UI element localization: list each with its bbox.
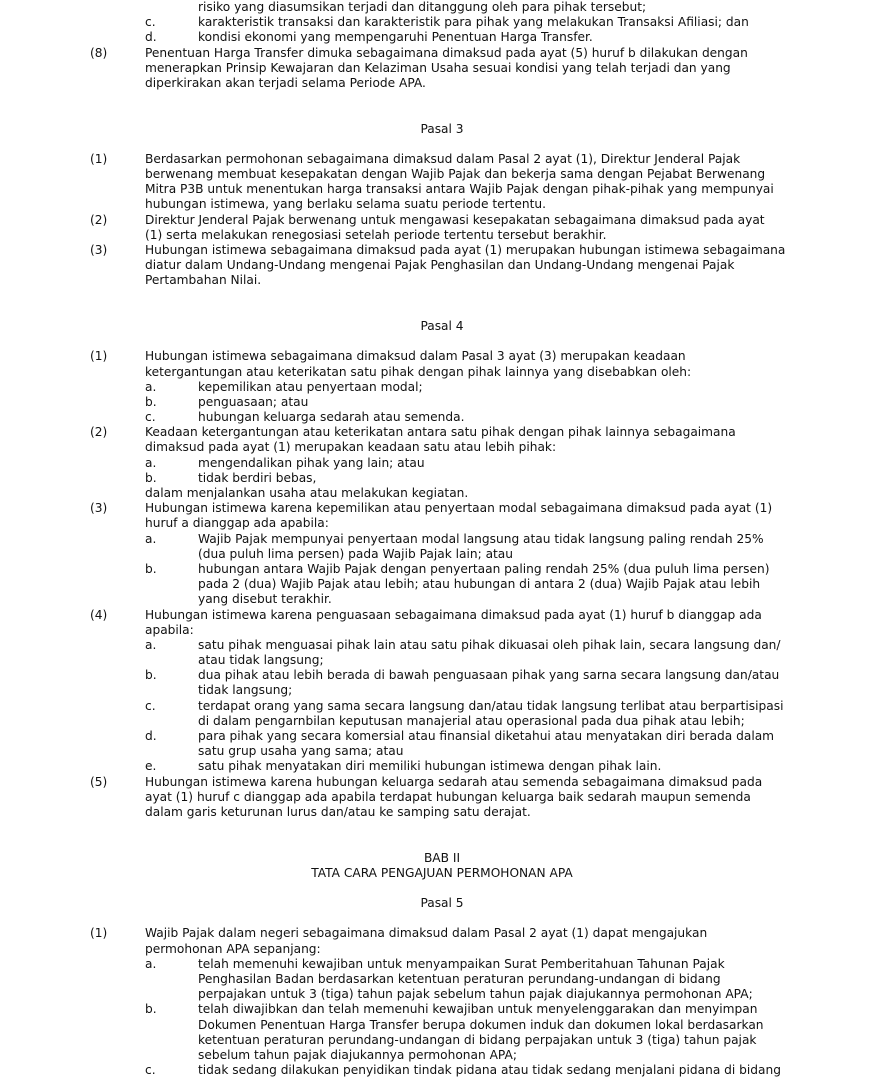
text-line — [0, 729, 896, 744]
section-heading: TATA CARA PENGAJUAN PERMOHONAN APA — [311, 865, 573, 880]
text-line — [0, 1033, 896, 1048]
text-line — [0, 349, 896, 364]
huruf-text: hubungan keluarga sedarah atau semenda. — [198, 410, 465, 425]
huruf-text: Wajib Pajak mempunyai penyertaan modal langsung atau tidak langsung paling rendah 25% — [198, 531, 764, 546]
text-line — [0, 699, 896, 714]
text-line — [0, 926, 896, 941]
huruf-label: a. — [145, 379, 157, 394]
huruf-label: a. — [145, 956, 157, 971]
ayat-text: menerapkan Prinsip Kewajaran dan Kelaziman Usaha sesuai kondisi yang telah terjadi dan yang — [145, 60, 731, 75]
text-line — [0, 0, 896, 15]
text-line — [0, 76, 896, 91]
ayat-text: Hubungan istimewa karena hubungan keluarga sedarah atau semenda sebagaimana dimaksud pada — [145, 774, 763, 789]
huruf-text: pada 2 (dua) Wajib Pajak atau lebih; atau hubungan di antara 2 (dua) Wajib Pajak atau lebih — [198, 577, 761, 592]
huruf-label: a. — [145, 637, 157, 652]
ayat-text: huruf a dianggap ada apabila: — [145, 516, 329, 531]
ayat-text: Hubungan istimewa karena kepemilikan atau penyertaan modal sebagaimana dimaksud pada ayat (1) — [145, 501, 773, 516]
text-line — [0, 197, 896, 212]
blank-line — [0, 91, 896, 106]
huruf-text: ketentuan peraturan perundang-undangan di bidang perpajakan untuk 3 (tiga) tahun pajak — [198, 1032, 757, 1047]
huruf-text: tidak berdiri bebas, — [198, 470, 317, 485]
ayat-text: Berdasarkan permohonan sebagaimana dimaksud dalam Pasal 2 ayat (1), Direktur Jenderal Pajak — [145, 151, 741, 166]
huruf-text: atau tidak langsung; — [198, 653, 324, 668]
text-line — [0, 547, 896, 562]
huruf-text: sebelum tahun pajak diajukannya permohonan APA; — [198, 1047, 517, 1062]
text-line — [0, 380, 896, 395]
text-line — [0, 167, 896, 182]
ayat-text: diperkirakan akan terjadi selama Periode APA. — [145, 75, 426, 90]
blank-line — [0, 304, 896, 319]
section-heading: Pasal 5 — [420, 896, 464, 911]
huruf-text: di dalam pengarnbilan keputusan manajerial atau operasional pada dua pihak atau lebih; — [198, 713, 745, 728]
text-line — [0, 46, 896, 61]
ayat-text: diatur dalam Undang-Undang mengenai Pajak Penghasilan dan Undang-Undang mengenai Pajak — [145, 258, 735, 273]
text-line — [0, 653, 896, 668]
text-line — [0, 15, 896, 30]
ayat-number: (4) — [90, 607, 108, 622]
blank-line — [0, 911, 896, 926]
ayat-text: Pertambahan Nilai. — [145, 273, 262, 288]
text-line — [0, 562, 896, 577]
text-line — [0, 744, 896, 759]
blank-line — [0, 820, 896, 835]
blank-line — [0, 137, 896, 152]
text-line — [0, 592, 896, 607]
huruf-text: risiko yang diasumsikan terjadi dan ditanggung oleh para pihak tersebut; — [198, 0, 647, 14]
text-line — [0, 668, 896, 683]
huruf-label: c. — [145, 15, 156, 30]
text-line — [0, 228, 896, 243]
text-line — [0, 425, 896, 440]
text-line — [0, 608, 896, 623]
ayat-number: (3) — [90, 501, 108, 516]
ayat-text: Penentuan Harga Transfer dimuka sebagaimana dimaksud pada ayat (5) huruf b dilakukan dengan — [145, 45, 748, 60]
ayat-text: Hubungan istimewa karena penguasaan sebagaimana dimaksud pada ayat (1) huruf b dianggap ada — [145, 607, 762, 622]
ayat-text: (1) serta melakukan renegosiasi setelah periode tertentu tersebut berakhir. — [145, 227, 607, 242]
blank-line — [0, 334, 896, 349]
huruf-label: a. — [145, 455, 157, 470]
huruf-label: a. — [145, 531, 157, 546]
huruf-text: Dokumen Penentuan Harga Transfer berupa dokumen induk dan dokumen lokal berdasarkan — [198, 1017, 764, 1032]
huruf-label: b. — [145, 394, 157, 409]
text-line — [0, 1002, 896, 1017]
ayat-text: dalam menjalankan usaha atau melakukan kegiatan. — [145, 486, 469, 500]
ayat-text: Mitra P3B untuk menentukan harga transaksi antara Wajib Pajak dengan pihak-pihak yang mempunyai — [145, 182, 774, 197]
huruf-label: c. — [145, 1063, 156, 1078]
huruf-label: b. — [145, 668, 157, 683]
text-line — [0, 182, 896, 197]
text-line — [0, 790, 896, 805]
text-line — [0, 532, 896, 547]
huruf-label: b. — [145, 470, 157, 485]
text-line — [0, 486, 896, 501]
text-line — [0, 30, 896, 45]
ayat-text: dalam garis keturunan lurus dan/atau ke samping satu derajat. — [145, 804, 531, 819]
huruf-text: penguasaan; atau — [198, 394, 309, 409]
huruf-text: tidak langsung; — [198, 683, 293, 698]
huruf-label: b. — [145, 1002, 157, 1017]
text-line — [0, 273, 896, 288]
huruf-text: kondisi ekonomi yang mempengaruhi Penentuan Harga Transfer. — [198, 30, 593, 45]
ayat-text: Wajib Pajak dalam negeri sebagaimana dimaksud dalam Pasal 2 ayat (1) dapat mengajukan — [145, 926, 708, 941]
huruf-text: para pihak yang secara komersial atau finansial diketahui atau menyatakan diri berada dalam — [198, 729, 775, 743]
text-line — [0, 365, 896, 380]
huruf-label: d. — [145, 30, 157, 45]
ayat-text: hubungan istimewa, yang berlaku selama suatu periode tertentu. — [145, 197, 546, 212]
text-line — [0, 516, 896, 531]
text-line — [0, 410, 896, 425]
huruf-label: e. — [145, 759, 157, 774]
ayat-text: ketergantungan atau keterikatan satu pihak dengan pihak lainnya yang disebabkan oleh: — [145, 364, 692, 379]
huruf-text: satu pihak menguasai pihak lain atau satu pihak dikuasai oleh pihak lain, secara langsung dan/ — [198, 637, 781, 652]
ayat-number: (3) — [90, 243, 108, 257]
text-line — [0, 1063, 896, 1078]
huruf-label: c. — [145, 410, 156, 425]
ayat-text: berwenang membuat kesepakatan dengan Wajib Pajak dan bekerja sama dengan Pejabat Berwenang — [145, 167, 766, 182]
huruf-text: mengendalikan pihak yang lain; atau — [198, 455, 425, 470]
ayat-number: (2) — [90, 212, 108, 227]
huruf-text: terdapat orang yang sama secara langsung dan/atau tidak langsung terlibat atau berpartisipasi — [198, 698, 784, 713]
text-line — [0, 395, 896, 410]
text-line — [0, 759, 896, 774]
text-line — [0, 775, 896, 790]
text-line — [0, 577, 896, 592]
huruf-text: satu pihak menyatakan diri memiliki hubungan istimewa dengan pihak lain. — [198, 759, 662, 774]
text-line — [0, 623, 896, 638]
text-line — [0, 987, 896, 1002]
text-line — [0, 243, 896, 258]
blank-line — [0, 289, 896, 304]
heading-line — [0, 319, 896, 334]
ayat-text: permohonan APA sepanjang: — [145, 941, 321, 956]
ayat-number: (2) — [90, 425, 108, 440]
ayat-text: Hubungan istimewa sebagaimana dimaksud dalam Pasal 3 ayat (3) merupakan keadaan — [145, 349, 686, 364]
section-heading: Pasal 4 — [420, 318, 464, 333]
huruf-text: perpajakan untuk 3 (tiga) tahun pajak sebelum tahun pajak diajukannya permohonan APA; — [198, 987, 753, 1002]
huruf-text: kepemilikan atau penyertaan modal; — [198, 379, 423, 394]
blank-line — [0, 106, 896, 121]
text-line — [0, 1018, 896, 1033]
section-heading: BAB II — [423, 850, 461, 865]
text-line — [0, 714, 896, 729]
blank-line — [0, 835, 896, 850]
heading-line — [0, 851, 896, 866]
huruf-text: telah diwajibkan dan telah memenuhi kewajiban untuk menyelenggarakan dan menyimpan — [198, 1002, 758, 1017]
ayat-text: ayat (1) huruf c dianggap ada apabila terdapat hubungan keluarga baik sedarah maupun semenda — [145, 789, 751, 804]
ayat-number: (1) — [90, 151, 108, 166]
ayat-text: Direktur Jenderal Pajak berwenang untuk mengawasi kesepakatan sebagaimana dimaksud pada ayat — [145, 212, 765, 227]
ayat-text: dimaksud pada ayat (1) merupakan keadaan satu atau lebih pihak: — [145, 440, 557, 455]
heading-line — [0, 896, 896, 911]
ayat-number: (5) — [90, 774, 108, 789]
huruf-label: b. — [145, 561, 157, 576]
ayat-text: Hubungan istimewa sebagaimana dimaksud pada ayat (1) merupakan hubungan istimewa sebagaimana — [145, 243, 786, 257]
blank-line — [0, 881, 896, 896]
huruf-label: d. — [145, 729, 157, 743]
text-line — [0, 61, 896, 76]
text-line — [0, 683, 896, 698]
text-line — [0, 456, 896, 471]
text-line — [0, 1048, 896, 1063]
text-line — [0, 440, 896, 455]
huruf-text: dua pihak atau lebih berada di bawah penguasaan pihak yang sarna secara langsung dan/atau — [198, 668, 780, 683]
huruf-label: c. — [145, 698, 156, 713]
text-line — [0, 805, 896, 820]
ayat-text: apabila: — [145, 622, 194, 637]
huruf-text: tidak sedang dilakukan penyidikan tindak pidana atau tidak sedang menjalani pidana di bidang — [198, 1063, 781, 1078]
text-line — [0, 152, 896, 167]
text-line — [0, 501, 896, 516]
text-line — [0, 942, 896, 957]
text-line — [0, 957, 896, 972]
huruf-text: (dua puluh lima persen) pada Wajib Pajak lain; atau — [198, 546, 514, 561]
text-line — [0, 471, 896, 486]
ayat-number: (8) — [90, 45, 108, 60]
huruf-text: telah memenuhi kewajiban untuk menyampaikan Surat Pemberitahuan Tahunan Pajak — [198, 956, 725, 971]
huruf-text: yang disebut terakhir. — [198, 592, 332, 607]
text-line — [0, 972, 896, 987]
ayat-text: Keadaan ketergantungan atau keterikatan antara satu pihak dengan pihak lainnya sebagaimana — [145, 425, 736, 440]
text-line — [0, 258, 896, 273]
huruf-text: Penghasilan Badan berdasarkan ketentuan peraturan perundang-undangan di bidang — [198, 972, 721, 986]
text-line — [0, 213, 896, 228]
ayat-number: (1) — [90, 349, 108, 364]
section-heading: Pasal 3 — [420, 121, 464, 136]
huruf-text: hubungan antara Wajib Pajak dengan penyertaan paling rendah 25% (dua puluh lima persen) — [198, 561, 770, 576]
heading-line — [0, 866, 896, 881]
huruf-text: karakteristik transaksi dan karakteristik para pihak yang melakukan Transaksi Afiliasi; dan — [198, 15, 749, 30]
heading-line — [0, 122, 896, 137]
huruf-text: satu grup usaha yang sama; atau — [198, 744, 404, 759]
ayat-number: (1) — [90, 926, 108, 941]
text-line — [0, 638, 896, 653]
